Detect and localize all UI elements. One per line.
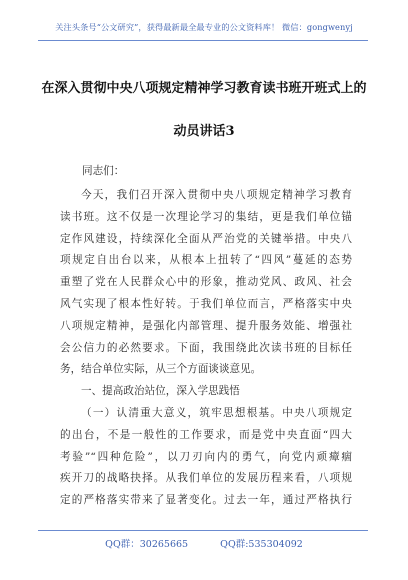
salutation: 同志们： — [82, 165, 125, 177]
body-line: 考验”“四种危险”，以刀刃向内的勇气，向党内顽瘴痼 — [60, 450, 352, 463]
body-line: 风气实现了根本性好转。于我们单位而言，严格落实中央 — [60, 297, 352, 310]
body-line: 今天，我们召开深入贯彻中央八项规定精神学习教育 — [81, 189, 352, 201]
document-title-line1: 在深入贯彻中央八项规定精神学习教育读书班开班式上的 — [41, 81, 367, 96]
section-heading: 一、提高政治站位，深入学思践悟 — [81, 385, 240, 398]
body-line: 疾开刀的战略抉择。从我们单位的发展历程来看，八项规 — [60, 472, 352, 485]
footer-qq-group-1: QQ群：30265665 — [105, 539, 189, 550]
document-title-line2: 动员讲话3 — [173, 124, 235, 139]
body-line: 项规定自出台以来，从根本上扭转了“四风”蔓延的态势 — [60, 254, 352, 267]
body-line: （一）认清重大意义，筑牢思想根基。中央八项规定 — [81, 406, 352, 419]
body-line: 定作风建设，持续深化全面从严治党的关键举措。中央八 — [60, 232, 352, 245]
body-text — [60, 185, 352, 512]
page-header-banner: 关注头条号“公文研究”，获得最新最全最专业的公文资料库！ 微信：gongwenyj — [55, 22, 353, 32]
footer-divider — [38, 530, 368, 531]
header-divider — [38, 40, 368, 41]
page-footer — [0, 536, 408, 550]
body-line: 务，结合单位实际，从三个方面谈谈意见。 — [60, 363, 262, 376]
body-line: 重塑了党在人民群众心中的形象，推动党风、政风、社会 — [60, 276, 352, 289]
body-line: 会公信力的必然要求。下面，我围绕此次读书班的目标任 — [60, 341, 352, 354]
body-line: 八项规定精神，是强化内部管理、提升服务效能、增强社 — [60, 319, 352, 332]
footer-qq-group-2: QQ群:535304092 — [220, 539, 303, 550]
body-line: 读书班。这不仅是一次理论学习的集结，更是我们单位锚 — [60, 210, 352, 223]
body-line: 定的严格落实带来了显著变化。过去一年，通过严格执行 — [60, 494, 352, 507]
body-line: 的出台，不是一般性的工作要求，而是党中央直面“四大 — [60, 428, 352, 441]
